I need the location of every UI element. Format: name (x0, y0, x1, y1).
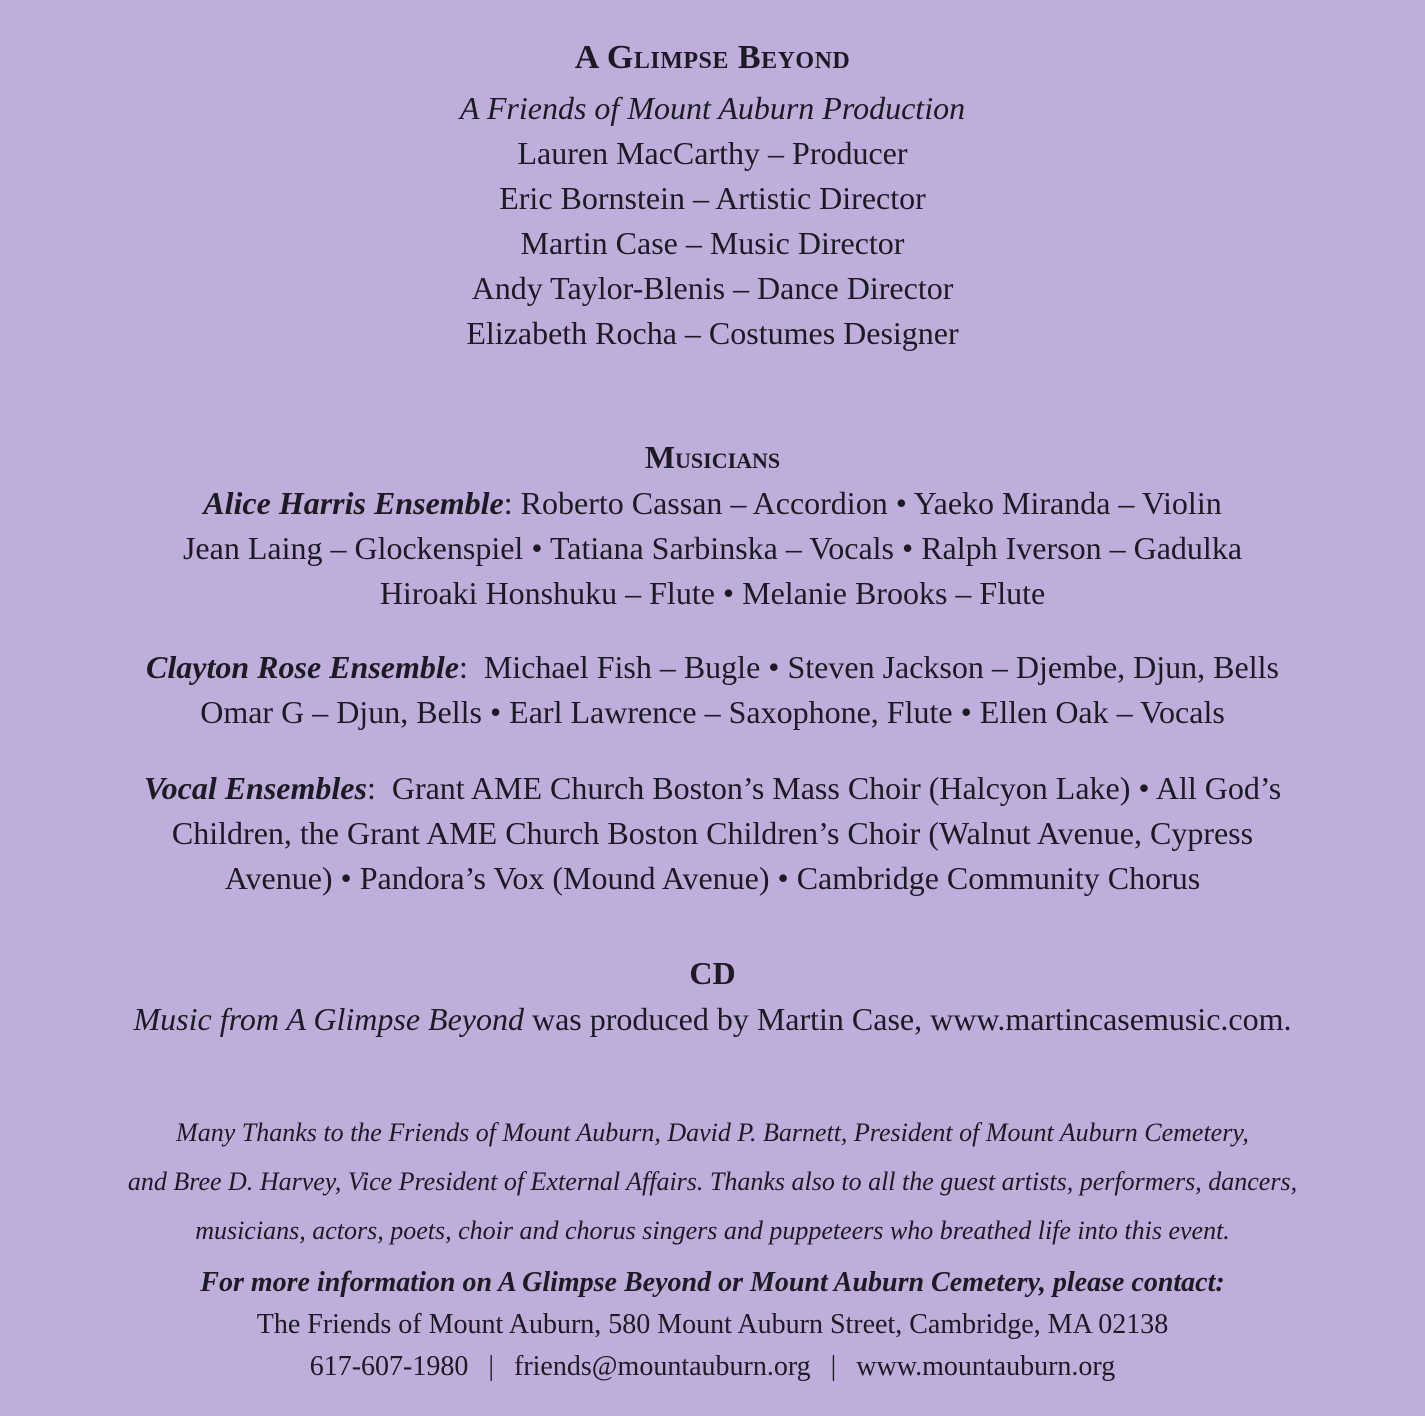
credit-artistic-director: Eric Bornstein – Artistic Director (499, 180, 926, 216)
contact-email-link[interactable]: friends@mountauburn.org (514, 1351, 811, 1382)
cd-title: Music from A Glimpse Beyond (133, 1001, 524, 1037)
credit-dance-director: Andy Taylor-Blenis – Dance Director (471, 270, 954, 306)
vocal-ensemble-name: Vocal Ensembles (143, 770, 367, 806)
vocal-line-2: Children, the Grant AME Church Boston Children’s Choir (Walnut Avenue, Cypress (171, 815, 1254, 851)
cd-heading: CD (689, 955, 736, 991)
contact-address: The Friends of Mount Auburn, 580 Mount Auburn Street, Cambridge, MA 02138 (256, 1309, 1169, 1340)
vocal-members-1: Grant AME Church Boston’s Mass Choir (Halcyon Lake) • All God’s (391, 770, 1282, 806)
production-subtitle: A Friends of Mount Auburn Production (459, 90, 966, 126)
credit-costumes-designer: Elizabeth Rocha – Costumes Designer (466, 315, 959, 351)
alice-line-2: Jean Laing – Glockenspiel • Tatiana Sarbinska – Vocals • Ralph Iverson – Gadulka (182, 530, 1243, 566)
credit-music-director: Martin Case – Music Director (520, 225, 905, 261)
vocal-line-1: Vocal Ensembles: Grant AME Church Boston’s Mass Choir (Halcyon Lake) • All God’s (143, 770, 1282, 806)
musicians-heading: Musicians (644, 439, 781, 475)
alice-members-1: Roberto Cassan – Accordion • Yaeko Miranda – Violin (520, 485, 1222, 521)
credit-producer: Lauren MacCarthy – Producer (517, 135, 908, 171)
clayton-ensemble-name: Clayton Rose Ensemble (146, 649, 459, 685)
vocal-line-3: Avenue) • Pandora’s Vox (Mound Avenue) • Cambridge Community Chorus (224, 860, 1201, 896)
contact-block (0, 1262, 1425, 1388)
clayton-rose-ensemble (50, 645, 1375, 735)
alice-harris-ensemble (50, 481, 1375, 616)
production-credits (0, 86, 1425, 356)
alice-line-3: Hiroaki Honshuku – Flute • Melanie Brooks – Flute (379, 575, 1046, 611)
separator-1: | (488, 1351, 494, 1382)
thanks-line-1: Many Thanks to the Friends of Mount Auburn, David P. Barnett, President of Mount Auburn Cemetery, (176, 1118, 1249, 1147)
contact-heading: For more information on A Glimpse Beyond or Mount Auburn Cemetery, please contact: (200, 1267, 1225, 1298)
separator-2: | (830, 1351, 837, 1382)
contact-details (0, 1346, 1425, 1388)
acknowledgements (40, 1108, 1385, 1255)
thanks-line-3: musicians, actors, poets, choir and chorus singers and puppeteers who breathed life into this event. (195, 1216, 1230, 1245)
clayton-line-1: Clayton Rose Ensemble: Michael Fish – Bugle • Steven Jackson – Djembe, Djun, Bells (146, 649, 1279, 685)
cd-text: was produced by Martin Case, www.martincasemusic.com. (531, 1001, 1292, 1037)
vocal-ensembles (50, 766, 1375, 901)
thanks-line-2: and Bree D. Harvey, Vice President of External Affairs. Thanks also to all the guest artists, performers, dancers, (127, 1167, 1298, 1196)
alice-line-1: Alice Harris Ensemble: Roberto Cassan – Accordion • Yaeko Miranda – Violin (203, 485, 1222, 521)
clayton-members-1: Michael Fish – Bugle • Steven Jackson – Djembe, Djun, Bells (483, 649, 1279, 685)
contact-website-link[interactable]: www.mountauburn.org (856, 1351, 1116, 1382)
alice-ensemble-name: Alice Harris Ensemble (203, 485, 504, 521)
cd-description (20, 997, 1405, 1042)
page-title: A Glimpse Beyond (574, 39, 851, 76)
clayton-line-2: Omar G – Djun, Bells • Earl Lawrence – Saxophone, Flute • Ellen Oak – Vocals (200, 694, 1225, 730)
contact-phone: 617-607-1980 (309, 1351, 469, 1382)
